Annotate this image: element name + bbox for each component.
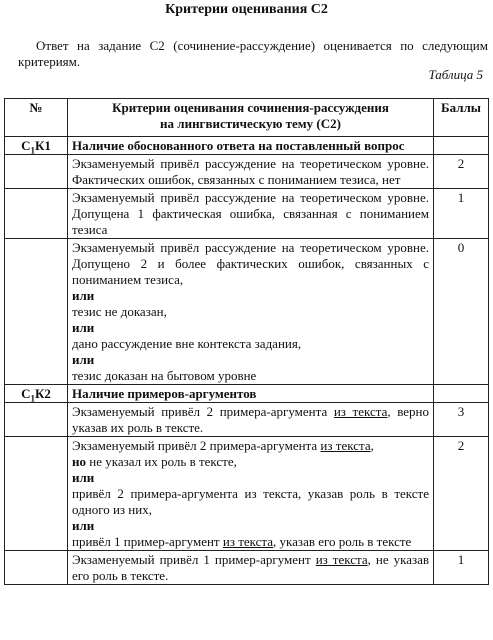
criteria-table (4, 98, 489, 585)
or-label: или (72, 320, 95, 335)
text-fragment: Экзаменуемый привёл 1 пример-аргумент (72, 552, 311, 567)
table-row (5, 155, 489, 189)
page-title: Критерии оценивания С2 (165, 2, 328, 17)
criterion-code-k1 (5, 137, 68, 155)
score-cell: 1 (434, 189, 489, 239)
or-label: или (72, 518, 95, 533)
score-cell: 2 (434, 437, 489, 551)
text-fragment: Экзаменуемый привёл 2 примера-аргумента (72, 404, 328, 419)
criterion-code-k2 (5, 385, 68, 403)
text-fragment: , указав его роль в тексте (273, 534, 412, 549)
score-cell: 2 (434, 155, 489, 189)
code-letter: С (21, 138, 31, 153)
header-points: Баллы (434, 99, 489, 137)
criterion-title-k1: Наличие обоснованного ответа на поставленный вопрос (68, 137, 434, 155)
description-cell (68, 437, 434, 551)
header-num: № (5, 99, 68, 137)
table-number: Таблица 5 (428, 67, 483, 82)
score-cell: 3 (434, 403, 489, 437)
criterion-title-k2: Наличие примеров-аргументов (68, 385, 434, 403)
criterion-row-k2 (5, 385, 489, 403)
or-label: или (72, 470, 95, 485)
underlined-text: из текста (315, 552, 368, 567)
header-criteria (68, 99, 434, 137)
table-row (5, 551, 489, 585)
underlined-text: из текста (333, 404, 388, 419)
code-tail: К2 (34, 386, 51, 401)
empty-cell (5, 403, 68, 437)
criterion-row-k1 (5, 137, 489, 155)
text-fragment: Экзаменуемый привёл 2 примера-аргумента (72, 438, 318, 453)
table-row (5, 239, 489, 385)
description-line: тезис не доказан, (72, 304, 167, 319)
criterion-score-empty (434, 385, 489, 403)
description-line: привёл 2 примера-аргумента из текста, указав роль в тексте одного из них, (72, 486, 429, 517)
underlined-text: из текста (222, 534, 274, 549)
or-label: или (72, 352, 95, 367)
empty-cell (5, 189, 68, 239)
underlined-text: из текста (320, 438, 371, 453)
description-line: дано рассуждение вне контекста задания, (72, 336, 302, 351)
header-criteria-line2: на лингвистическую тему (С2) (160, 116, 341, 131)
but-label: но (72, 454, 86, 469)
description-line: Экзаменуемый привёл рассуждение на теоретическом уровне. Допущено 2 и более фактических ошибок, связанных с пониманием тезиса, (72, 240, 429, 287)
code-subscript: 1 (30, 393, 35, 404)
description-cell: Экзаменуемый привёл рассуждение на теоретическом уровне. Фактических ошибок, связанных с пониманием тезиса, нет (68, 155, 434, 189)
empty-cell (5, 437, 68, 551)
text-fragment: , (370, 438, 374, 453)
description-cell (68, 551, 434, 585)
code-tail: К1 (34, 138, 51, 153)
text-fragment: привёл 1 пример-аргумент (72, 534, 220, 549)
table-row (5, 437, 489, 551)
text-fragment: , верно указав их роль в тексте. (72, 404, 430, 435)
intro-paragraph: Ответ на задание С2 (сочинение-рассуждение) оценивается по следующим критериям. (18, 38, 488, 69)
table-row (5, 403, 489, 437)
code-letter: С (21, 386, 31, 401)
description-line: тезис доказан на бытовом уровне (72, 368, 257, 383)
description-cell (68, 239, 434, 385)
score-cell: 1 (434, 551, 489, 585)
table-header-row (5, 99, 489, 137)
or-label: или (72, 288, 95, 303)
criterion-score-empty (434, 137, 489, 155)
empty-cell (5, 155, 68, 189)
description-cell: Экзаменуемый привёл рассуждение на теоретическом уровне. Допущена 1 фактическая ошибка, связанная с пониманием тезиса (68, 189, 434, 239)
code-subscript: 1 (30, 145, 35, 156)
score-cell: 0 (434, 239, 489, 385)
empty-cell (5, 551, 68, 585)
description-cell (68, 403, 434, 437)
empty-cell (5, 239, 68, 385)
header-criteria-line1: Критерии оценивания сочинения-рассуждения (112, 100, 389, 115)
table-row (5, 189, 489, 239)
text-fragment: , не указав его роль в тексте. (72, 552, 430, 583)
text-fragment: не указал их роль в тексте, (89, 454, 237, 469)
